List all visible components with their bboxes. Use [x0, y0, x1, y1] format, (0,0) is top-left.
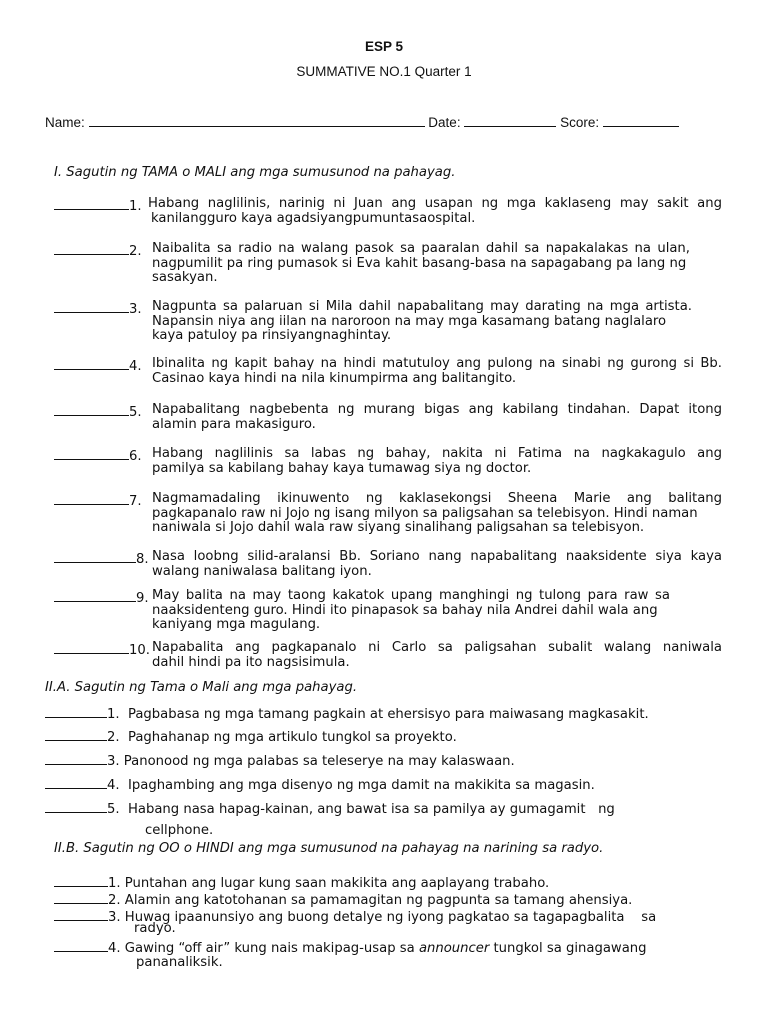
answer-blank-line[interactable] [54, 891, 108, 904]
item-text-continued: pagkapanalo raw ni Jojo ng isang milyon sa paligsahan sa telebisyon. Hindi naman naniwala si Jojo dahil wala raw siyang sinalihang paligsahan sa telebisyon. [152, 505, 698, 536]
item-number: 10. [129, 643, 150, 658]
item-number: 3. [129, 302, 142, 317]
item-text: Pagbabasa ng mga tamang pagkain at ehersisyo para maiwasang magkasakit. [127, 707, 649, 722]
part2b-item-1 [54, 874, 549, 892]
item-number: 3. [107, 754, 120, 769]
answer-blank-line[interactable] [54, 300, 142, 318]
item-number: 2. [108, 893, 121, 908]
item-text: Naibalita sa radio na walang pasok sa paaralan dahil sa napakalakas na ulan, [152, 242, 690, 256]
answer-blank-line[interactable] [54, 357, 142, 375]
name-label: Name: [45, 115, 85, 130]
item-text: Habang naglilinis sa labas ng bahay, nakita ni Fatima na nagkakagulo ang [152, 447, 722, 461]
name-blank[interactable] [89, 114, 425, 127]
item-text: Paghahanap ng mga artikulo tungkol sa proyekto. [127, 730, 457, 745]
part2a-instruction: II.A. Sagutin ng Tama o Mali ang mga pahayag. [45, 680, 358, 695]
answer-blank-line[interactable] [54, 492, 142, 510]
item-text-continued: alamin para makasiguro. [152, 416, 316, 432]
part2a-item-4 [45, 776, 595, 794]
document-subtitle: SUMMATIVE NO.1 Quarter 1 [296, 64, 472, 79]
item-number: 4. [129, 359, 142, 374]
item-text-continued: pamilya sa kabilang bahay kaya tumawag siya ng doctor. [152, 460, 532, 476]
item-text-continued: nagpumilit pa ring pumasok si Eva kahit basang-basa na sapagabang pa lang ng sasakyan. [152, 255, 687, 286]
item-text-continued: dahil hindi pa ito nagsisimula. [152, 654, 350, 670]
item-number: 8. [136, 552, 149, 567]
item-text-continued: Napansin niya ang iilan na naroroon na may mga kasamang batang naglalaro kaya patuloy pa rinsiyangnaghintay. [152, 313, 667, 344]
part1-item-5 [54, 403, 722, 433]
part2b-item-3-continued: radyo. [134, 921, 176, 936]
part1-item-4 [54, 357, 722, 387]
answer-blank-line[interactable] [54, 908, 108, 921]
part1-item-8 [54, 550, 722, 580]
item-text: Napabalita ang pagkapanalo ni Carlo sa paligsahan subalit walang naniwala [152, 641, 722, 655]
answer-blank-line[interactable] [54, 589, 149, 607]
item-number: 5. [129, 405, 142, 420]
score-blank[interactable] [603, 114, 679, 127]
part2b-item-2 [54, 891, 632, 909]
answer-blank-line[interactable] [45, 776, 107, 789]
answer-blank-line[interactable] [54, 242, 142, 260]
part2a-item-3 [45, 752, 515, 770]
answer-blank-line[interactable] [54, 197, 142, 215]
item-text: Nasa loobng silid-aralansi Bb. Soriano nang napabalitang naaksidente siya kaya [152, 550, 722, 564]
item-number: 7. [129, 494, 142, 509]
item-text: Alamin ang katotohanan sa pamamagitan ng pagpunta sa tamang ahensiya. [124, 893, 633, 908]
answer-blank-line[interactable] [54, 403, 142, 421]
answer-blank-line[interactable] [45, 705, 107, 718]
part2b-item-4-continued: pananaliksik. [136, 955, 223, 970]
item-number: 2. [129, 244, 142, 259]
part2a-item-1 [45, 705, 649, 723]
part1-item-10 [54, 641, 722, 671]
part1-item-9 [54, 589, 722, 633]
item-text: Gawing “off air” kung nais makipag-usap sa [124, 941, 419, 956]
answer-blank-line[interactable] [45, 728, 107, 741]
part1-item-7 [54, 492, 722, 536]
item-text: Nagpunta sa palaruan si Mila dahil napabalitang may darating na mga artista. [152, 300, 692, 314]
item-text: Nagmamadaling ikinuwento ng kaklasekongsi Sheena Marie ang balitang [152, 492, 722, 506]
item-text: Huwag ipaanunsiyo ang buong detalye ng iyong pagkatao sa tagapagbalita sa [124, 910, 657, 925]
item-number: 6. [129, 449, 142, 464]
part2a-item-5 [45, 800, 615, 818]
item-text: Puntahan ang lugar kung saan makikita ang aaplayang trabaho. [124, 876, 550, 891]
item-number: 9. [136, 591, 149, 606]
header-fields-row [45, 114, 679, 130]
part2b-item-4 [54, 939, 647, 957]
item-text-continued: walang naniwalasa balitang iyon. [152, 563, 372, 579]
item-number: 1. [129, 199, 142, 214]
answer-blank-line[interactable] [45, 752, 107, 765]
date-blank[interactable] [464, 114, 556, 127]
part1-item-6 [54, 447, 722, 477]
part2b-instruction: II.B. Sagutin ng OO o HINDI ang mga sumusunod na pahayag na narining sa radyo. [54, 841, 604, 856]
item-text: Napabalitang nagbebenta ng murang bigas ang kabilang tindahan. Dapat itong [152, 403, 722, 417]
item-text: May balita na may taong kakatok upang manghingi ng tulong para raw sa [152, 589, 670, 603]
date-label: Date: [428, 115, 461, 130]
item-text-emphasis: announcer [418, 941, 490, 956]
part2a-item-2 [45, 728, 457, 746]
part1-item-1 [54, 197, 722, 227]
item-number: 4. [107, 778, 120, 793]
answer-blank-line[interactable] [45, 800, 107, 813]
item-text-end: tungkol sa ginagawang [489, 941, 647, 956]
part2a-item-5-continued: cellphone. [145, 823, 214, 838]
answer-blank-line[interactable] [54, 874, 108, 887]
document-title: ESP 5 [364, 39, 404, 54]
item-number: 1. [108, 876, 121, 891]
item-text: Habang nasa hapag-kainan, ang bawat isa sa pamilya ay gumagamit ng [127, 802, 615, 817]
item-number: 2. [107, 730, 120, 745]
score-label: Score: [560, 115, 600, 130]
answer-blank-line[interactable] [54, 447, 142, 465]
item-number: 4. [108, 941, 121, 956]
item-number: 3. [108, 910, 121, 925]
item-text: Panonood ng mga palabas sa teleserye na may kalaswaan. [123, 754, 515, 769]
answer-blank-line[interactable] [54, 550, 149, 568]
answer-blank-line[interactable] [54, 939, 108, 952]
item-number: 1. [107, 707, 120, 722]
item-text: Ibinalita ng kapit bahay na hindi matutuloy ang pulong na sinabi ng gurong si Bb. [152, 357, 722, 371]
part1-item-2 [54, 242, 722, 286]
item-text-continued: naaksidenteng guro. Hindi ito pinapasok sa bahay nila Andrei dahil wala ang kaniyang mga magulang. [152, 602, 658, 633]
item-text: Ipaghambing ang mga disenyo ng mga damit na makikita sa magasin. [127, 778, 595, 793]
part1-item-3 [54, 300, 722, 344]
answer-blank-line[interactable] [54, 641, 150, 659]
item-text-continued: kanilangguro kaya agadsiyangpumuntasaospital. [151, 210, 476, 226]
part1-instruction: I. Sagutin ng TAMA o MALI ang mga sumusunod na pahayag. [54, 165, 456, 180]
item-text: Habang naglilinis, narinig ni Juan ang usapan ng mga kaklaseng may sakit ang [148, 197, 722, 211]
item-text-continued: Casinao kaya hindi na nila kinumpirma ang balitangito. [152, 370, 517, 386]
item-number: 5. [107, 802, 120, 817]
